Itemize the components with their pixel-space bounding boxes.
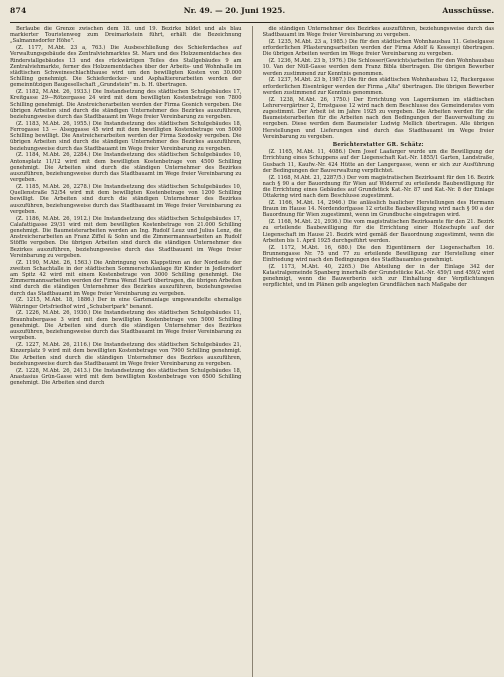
page-number: 874 <box>10 6 27 15</box>
paragraph: (Z. 1236, M.Abt. 23 b, 1976.) Die Schlosser(Gewichts)arbeiten für den Wohnhausbau 10. Van der Nüll-Gasse werden dem Franz Bibla übertragen. Die übrigen Bewerber werden zustimmend zur Kenntnis genommen. <box>262 58 495 77</box>
paragraph: (Z. 1166, M.Abt. 14, 2946.) Die anlässlich baulicher Herstellungen des Hermann Braun im Hause 14. Nordendorfgasse 12 erteilte Baubewilligung wird nach § 90 a der Bauordnung für Wien zugestimmt, wenn im Grundbuche eingetragen wird. <box>262 200 495 219</box>
paragraph: (Z. 1226, M.Abt. 26, 1930.) Die Instandsetzung des städtischen Schulgebäudes 11, Braunhubergasse 3 wird mit dem bewilligten Kostenbetrage von 5000 Schilling genehmigt. Die Arbeiten sind durch die ständigen Unternehmer des Bezirkes auszuführen, beziehungsweise durch das Stadtbauamt im Wege freier Vereinbarung zu vergeben. <box>10 310 242 342</box>
paragraph: (Z. 1184, M.Abt. 26, 2284.) Die Instandsetzung des städtischen Schulgebäudes 10, Antonsplatz 11/12 wird mit dem bewilligten Kostenbetrage von 4500 Schilling genehmigt. Die Arbeiten sind durch die ständigen Unternehmer des Bezirkes auszuführen, beziehungsweise durch das Stadtbauamt im Wege freier Vereinbarung zu vergeben. <box>10 152 242 184</box>
paragraph: (Z. 1238, M.Abt. 26, 1750.) Der Errichtung von Lagerräumen im städtischen Lehrervergärtner 2, Ernstgasse 12 wird nach dem Beschlusse des Gemeinderates vom zugestimmt. Der Arbeit ist im Jahre 1925 zu vergeben. Die Arbeiten werden für die Baumeisterarbeiten für die Arbeiten nach den Bedingungen der Bauverwaltung zu vergeben. Diese werden dem Baumeister Ludwig Mellich übertragen. Alle übrigen Herstellungen und Lieferungen sind durch das Stadtbauamt im Wege freier Vereinbarung zu vergeben. <box>262 96 495 140</box>
section-heading: Berichterstatter GR. Schätz: <box>332 142 424 149</box>
paragraph: (Z. 1168, M.Abt. 21, 2936.) Die vom magistratischen Bezirksamte für den 21. Bezirk zu erteilende Baubewilligung für die Errichtung einer Holzschupfe auf der Liegenschaft im Hause 21. Bezirk wird gemäß der Bauordnung zugestimmt, wenn die Arbeiten bis 1. April 1925 durchgeführt werden. <box>262 219 495 244</box>
paragraph: (Z. 1177, M.Abt. 23 a, 763.) Die Ausbeschließung des Schieferdaches auf Verwaltungsgebäude des Zentralviehmarktes St. Marx und des Holzzementdaches des Rinderstallgebäudes 13 und des rückwärtigen Teiles des Stallgebäudes 9 am Zentralviehmarkte, ferner des Holzzementdaches über der Arbeits- und Wohnhalle im städtischen Schweineschlachthause wird um den bewilligten Kosten von 30.000 Schilling genehmigt. Die Schieferdecker- und Asphaltiererarbeiten werden der gemeinnützigen Baugesellschaft „Grundstein" m. b. H. übertragen. <box>10 45 242 89</box>
paragraph: (Z. 1235, M.Abt. 23 a, 1985.) Die für den städtischen Wohnhausbau 11. Geiselgasse erforderlichen Pflasterungsarbeiten werden der Firma Adolf & Kessenyi übertragen. Die übrigen Arbeiten werden im Wege freier Vereinbarung zu vergeben. <box>262 39 495 58</box>
paragraph: (Z. 1190, M.Abt. 26, 1563.) Die Anbringung von Klappstiren an der Nordseite der zweiten Schachtalle in der städtischen Sommerschulanlage für Kinder in Jedlersdorf am Spitz 42 wird mit einem Kostenbetrage von 3000 Schilling genehmigt. Die Zimmermannsarbeiten werden der Firma Wenzl Hartl übertragen, die übrigen Arbeiten sind durch die ständigen Unternehmer des Bezirkes auszuführen, beziehungsweise durch das Stadtbauamt im Wege freier Vereinbarung zu vergeben. <box>10 259 242 297</box>
paragraph: Berlaube die Grenze zwischen dem 18. und 19. Bezirke bildet und als blau markierter Touristenweg zum Dreimarkstein führt, erhält die Bezeichnung „Salmannsdorfer Höhe". <box>10 26 242 45</box>
paragraph: (Z. 1237, M.Abt. 23 b, 1987.) Die für den städtischen Wohnhausbau 12, Ruckergasse erforderlichen Eisenträger werden der Firma „Alta" übertragen. Die übrigen Bewerber werden zustimmend zur Kenntnis genommen. <box>262 77 495 96</box>
page-header <box>10 6 494 23</box>
paragraph: die ständigen Unternehmer des Bezirkes auszuführen, beziehungsweise durch das Stadtbauamt im Wege freier Vereinbarung zu vergeben. <box>262 26 495 39</box>
paragraph: (Z. 1227, M.Abt. 26, 2116.) Die Instandsetzung des städtischen Schulgebäudes 21, Kinzerplatz 9 wird mit dem bewilligten Kostenbetrage von 7900 Schilling genehmigt. Die Arbeiten sind durch die ständigen Unternehmer des Bezirkes auszuführen, beziehungsweise durch das Stadtbauamt im Wege freier Vereinbarung zu vergeben. <box>10 342 242 367</box>
paragraph: (Z. 1183, M.Abt. 26, 1955.) Die Instandsetzung des städtischen Schulgebäudes 18, Ferrogasse 13 — Alseggasse 45 wird mit dem bewilligten Kostenbetrage von 5000 Schilling bewilligt. Die Anstreicherarbeiten werden der Firma Szodosky vergeben. Die übrigen Arbeiten sind durch die ständigen Unternehmer des Bezirkes auszuführen, beziehungsweise durch das Stadtbauamt im Wege freier Vereinbarung zu vergeben. <box>10 120 242 152</box>
paragraph: (Z. 1165, M.Abt. 11, 4086.) Dem Josef Laafarger wurde um die Bewilligung der Errichtung eines Schuppens auf der Liegenschaft Kat.-Nr. 1855/1 Garten, Landstraße, Gusbach 11, Kaufw.-Nr. 424 Hütte an der Langergasse, wenn er sich zur Ausführung der Bedingungen der Bauverwaltung verpflichtet. <box>262 149 495 174</box>
paragraph: (Z. 1228, M.Abt. 26, 2413.) Die Instandsetzung des städtischen Schulgebäudes 18, Anastasius Grün-Gasse wird mit dem bewilligten Kostenbetrage von 6500 Schilling genehmigt. Die Arbeiten sind durch <box>10 367 242 386</box>
paragraph: (Z. 1185, M.Abt. 26, 2278.) Die Instandsetzung des städtischen Schulgebäudes 10, Quellenstraße 52/54 wird mit dem bewilligten Kostenbetrage von 1200 Schilling bewilligt. Die Arbeiten sind durch die ständigen Unternehmer des Bezirkes auszuführen, beziehungsweise durch das Stadtbauamt im Wege freier Vereinbarung zu vergeben. <box>10 184 242 215</box>
issue-line: Nr. 49. — 20. Juni 1925. <box>183 6 286 15</box>
left-column <box>10 26 242 677</box>
paragraph: (Z. 1186, M.Abt. 26, 1912.) Die Instandsetzung des städtischen Schulgebäudes 17, Calafattigasse 29/31 wird mit dem bewilligten Kostenbetrage von 21.000 Schilling genehmigt. Die Baumeisterarbeiten werden an Ing. Rudolf Leuz und Julius Lenz, die Anstreicherarbeiten an Franz Ziffel & Sohn und die Zimmermannsarbeiten an Rudolf Stöffle vergeben. Die übrigen Arbeiten sind durch die ständigen Unternehmer des Bezirkes auszuführen, beziehungsweise durch das Stadtbauamt im Wege freier Vereinbarung zu vergeben. <box>10 215 242 259</box>
paragraph: (Z. 1173, M.Abt. 40, 2265.) Die Abteilung der in der Einlage 342 der Katastralgemeinde Spanberg innerhalb der Grundstücke Kat.-Nr. 459/1 und 459/2 wird genehmigt, wenn die Bauwerberin sich zur Einhaltung der Verpflichtungen verpflichtet, und im Plänen gelb angelegten Grundflächen nach Maßgabe der <box>262 263 495 289</box>
paragraph: (Z. 1168, M.Abt. 21, 2287/5.) Der vom magistratischen Bezirksamt für den 16. Bezirk nach § 90 a der Bauordnung für Wien auf Widerruf zu erteilende Baubewilligung für die Errichtung eines Gebäudes auf Grundstück Kat.-Nr. 87 und Kat.-Nr. 8 der Einlage Ottakring wird nach dem Beschlusse zugestimmt. <box>262 174 495 200</box>
right-column <box>263 26 495 677</box>
paragraph: (Z. 1182, M.Abt. 26, 1933.) Die Instandsetzung des städtischen Schulgebäudes 17, Kreitgasse 29—Rötzergasse 24 wird mit dem bewilligten Kostenbetrage von 7800 Schilling genehmigt. Die Anstreicherarbeiten werden der Firma Gosnich vergeben. Die übrigen Arbeiten sind durch die ständigen Unternehmer des Bezirkes auszuführen, beziehungsweise durch das Stadtbauamt im Wege freier Vereinbarung zu vergeben. <box>10 89 242 121</box>
paragraph: (Z. 1172, M.Abt. 16, 680.) Die den Eigentümern der Liegenschaften 16. Brunnengasse Nr. 75 und 77 zu erteilende Bewilligung zur Herstellung einer Einfriedung wird nach den Bedingungen des Stadtbauamtes genehmigt. <box>262 244 495 264</box>
section-title: Ausschüsse. <box>442 6 494 15</box>
text-columns <box>10 26 494 677</box>
column-divider <box>252 26 253 677</box>
paragraph: (Z. 1215, M.Abt. 18, 1886.) Der in eine Gartenanlage umgewandelte ehemalige Währinger Ortsfriedhof wird „Schubertpark" benannt. <box>10 297 242 310</box>
